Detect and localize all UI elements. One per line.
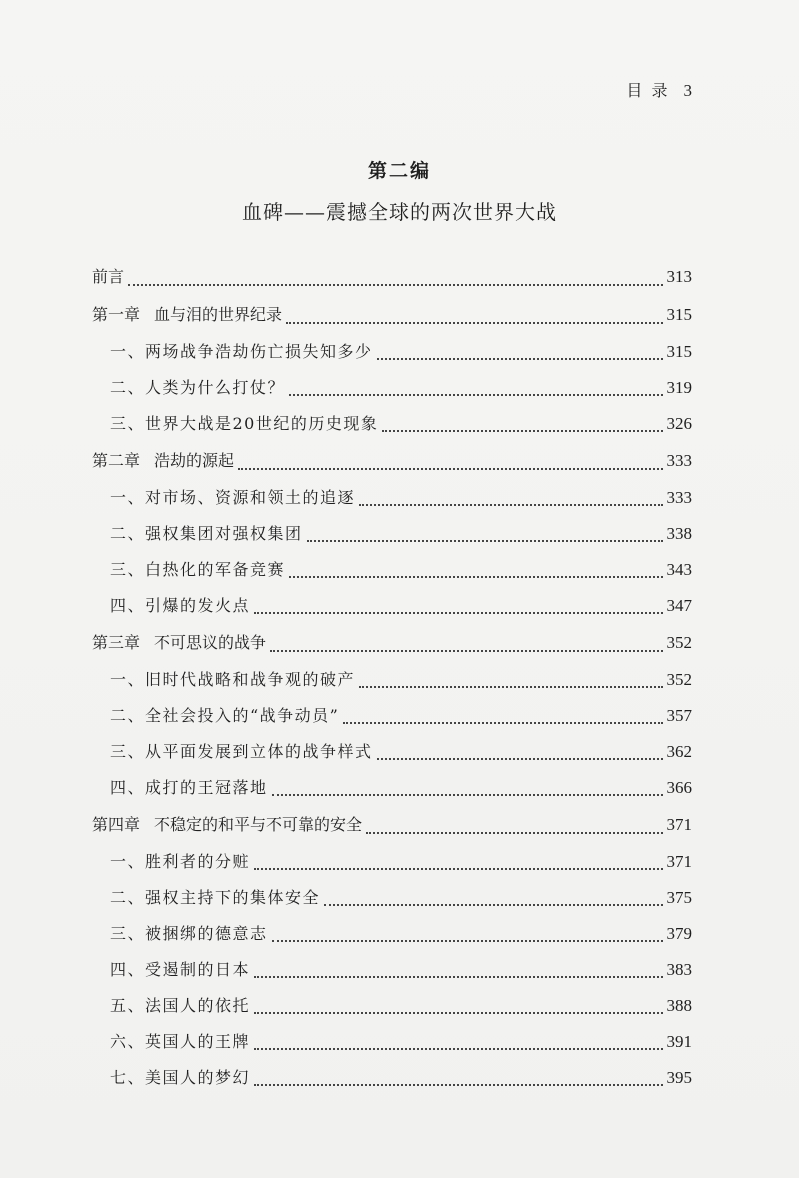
toc-entry-title: 三、从平面发展到立体的战争样式 <box>110 742 373 761</box>
dot-leader <box>377 352 663 360</box>
toc-chapter-entry <box>92 296 692 334</box>
toc-page-number: 315 <box>666 342 692 361</box>
toc-entry-title: 三、白热化的军备竞赛 <box>110 560 286 579</box>
toc-section-entry <box>92 480 692 516</box>
toc-entry-label <box>110 1024 250 1060</box>
toc-page-number: 391 <box>666 1032 692 1051</box>
toc-entry-title: 一、对市场、资源和领土的追逐 <box>110 488 356 507</box>
toc-entry-title: 四、引爆的发火点 <box>110 596 251 615</box>
toc-entry-label <box>110 516 303 552</box>
running-head-page-number: 3 <box>683 81 694 100</box>
toc-section-entry <box>92 370 692 406</box>
toc-entry-label <box>110 1060 250 1096</box>
dot-leader <box>272 934 663 942</box>
toc-entry-title: 一、两场战争浩劫伤亡损失知多少 <box>110 342 373 361</box>
toc-section-entry <box>92 1060 692 1096</box>
toc-entry-title: 前言 <box>92 267 125 286</box>
dot-leader <box>289 570 662 578</box>
toc-section-entry <box>92 698 692 734</box>
toc-page-number: 362 <box>666 742 692 761</box>
toc-entry-title: 三、世界大战是20世纪的历史现象 <box>110 414 379 433</box>
toc-chapter-entry <box>92 258 692 296</box>
toc-chapter-entry <box>92 624 692 662</box>
toc-section-entry <box>92 880 692 916</box>
toc-section-entry <box>92 952 692 988</box>
part-title: 血碑——震撼全球的两次世界大战 <box>242 200 557 224</box>
toc-entry-title: 二、全社会投入的“战争动员” <box>110 706 340 725</box>
toc-page-number: 352 <box>666 670 692 689</box>
toc-entry-label <box>92 624 266 662</box>
toc-entry-label <box>110 734 373 770</box>
dot-leader <box>270 644 662 652</box>
toc-section-entry <box>92 916 692 952</box>
toc-entry-label <box>110 916 268 952</box>
toc-page-number: 319 <box>666 378 692 397</box>
toc-entry-title: 二、人类为什么打仗？ <box>110 378 286 397</box>
toc-page-number: 388 <box>666 996 692 1015</box>
dot-leader <box>382 424 662 432</box>
toc-entry-title: 血与泪的世界纪录 <box>154 305 283 324</box>
toc-section-entry <box>92 844 692 880</box>
toc-entry-title: 四、受遏制的日本 <box>110 960 251 979</box>
toc-page-number: 379 <box>666 924 692 943</box>
toc-page-number: 383 <box>666 960 692 979</box>
dot-leader <box>289 388 662 396</box>
toc-section-entry <box>92 988 692 1024</box>
toc-entry-title: 二、强权集团对强权集团 <box>110 524 303 543</box>
toc-entry-label <box>110 552 285 588</box>
toc-chapter-number: 第二章 <box>92 451 141 470</box>
dot-leader <box>359 498 662 506</box>
toc-page-number: 371 <box>666 852 692 871</box>
toc-entry-title: 浩劫的源起 <box>154 451 235 470</box>
toc-entry-label <box>110 406 378 442</box>
toc-entry-label <box>110 770 268 806</box>
toc-entry-label <box>110 334 373 370</box>
toc-page-number: 357 <box>666 706 692 725</box>
dot-leader <box>254 1078 662 1086</box>
running-head-label: 目 录 <box>626 81 670 100</box>
dot-leader <box>254 606 662 614</box>
toc-entry-label <box>110 880 320 916</box>
toc-page-number: 338 <box>666 524 692 543</box>
toc-entry-label <box>110 370 285 406</box>
toc-section-entry <box>92 662 692 698</box>
toc-section-entry <box>92 516 692 552</box>
toc-entry-title: 五、法国人的依托 <box>110 996 251 1015</box>
toc-chapter-entry <box>92 442 692 480</box>
toc-entry-label <box>110 480 355 516</box>
toc-chapter-entry <box>92 806 692 844</box>
dot-leader <box>366 826 662 834</box>
toc-page-number: 395 <box>666 1068 692 1087</box>
dot-leader <box>254 1042 662 1050</box>
part-label: 第二编 <box>367 160 431 182</box>
dot-leader <box>254 970 662 978</box>
toc-page-number: 371 <box>666 815 692 834</box>
toc-entry-title: 不稳定的和平与不可靠的安全 <box>154 815 363 834</box>
toc-chapter-number: 第一章 <box>92 305 141 324</box>
toc-entry-label <box>110 844 250 880</box>
dot-leader <box>324 898 662 906</box>
toc-page-number: 366 <box>666 778 692 797</box>
toc-entry-label <box>92 258 124 296</box>
running-head <box>626 78 694 101</box>
toc-entry-label <box>110 952 250 988</box>
toc-page-number: 313 <box>666 267 692 286</box>
table-of-contents <box>92 258 692 1096</box>
toc-page-number: 352 <box>666 633 692 652</box>
toc-entry-title: 六、英国人的王牌 <box>110 1032 251 1051</box>
dot-leader <box>272 788 663 796</box>
toc-page-number: 343 <box>666 560 692 579</box>
toc-entry-title: 一、旧时代战略和战争观的破产 <box>110 670 356 689</box>
toc-entry-label <box>110 698 339 734</box>
dot-leader <box>343 716 662 724</box>
toc-section-entry <box>92 588 692 624</box>
toc-chapter-number: 第四章 <box>92 815 141 834</box>
toc-entry-title: 四、成打的王冠落地 <box>110 778 268 797</box>
dot-leader <box>377 752 663 760</box>
dot-leader <box>128 278 662 286</box>
toc-page-number: 326 <box>666 414 692 433</box>
toc-section-entry <box>92 770 692 806</box>
dot-leader <box>238 462 662 470</box>
toc-page-number: 315 <box>666 305 692 324</box>
dot-leader <box>307 534 663 542</box>
toc-entry-title: 一、胜利者的分赃 <box>110 852 251 871</box>
toc-entry-label <box>110 662 355 698</box>
toc-entry-title: 七、美国人的梦幻 <box>110 1068 251 1087</box>
toc-section-entry <box>92 334 692 370</box>
toc-entry-title: 不可思议的战争 <box>154 633 267 652</box>
toc-page-number: 375 <box>666 888 692 907</box>
toc-page-number: 347 <box>666 596 692 615</box>
toc-entry-title: 三、被捆绑的德意志 <box>110 924 268 943</box>
toc-section-entry <box>92 734 692 770</box>
toc-chapter-number: 第三章 <box>92 633 141 652</box>
toc-section-entry <box>92 406 692 442</box>
toc-entry-label <box>110 988 250 1024</box>
toc-page-number: 333 <box>666 488 692 507</box>
dot-leader <box>254 1006 662 1014</box>
toc-entry-title: 二、强权主持下的集体安全 <box>110 888 321 907</box>
dot-leader <box>254 862 662 870</box>
toc-section-entry <box>92 552 692 588</box>
toc-entry-label <box>110 588 250 624</box>
toc-entry-label <box>92 296 282 334</box>
dot-leader <box>359 680 662 688</box>
toc-entry-label <box>92 442 234 480</box>
toc-page-number: 333 <box>666 451 692 470</box>
dot-leader <box>286 316 662 324</box>
toc-entry-label <box>92 806 362 844</box>
toc-section-entry <box>92 1024 692 1060</box>
